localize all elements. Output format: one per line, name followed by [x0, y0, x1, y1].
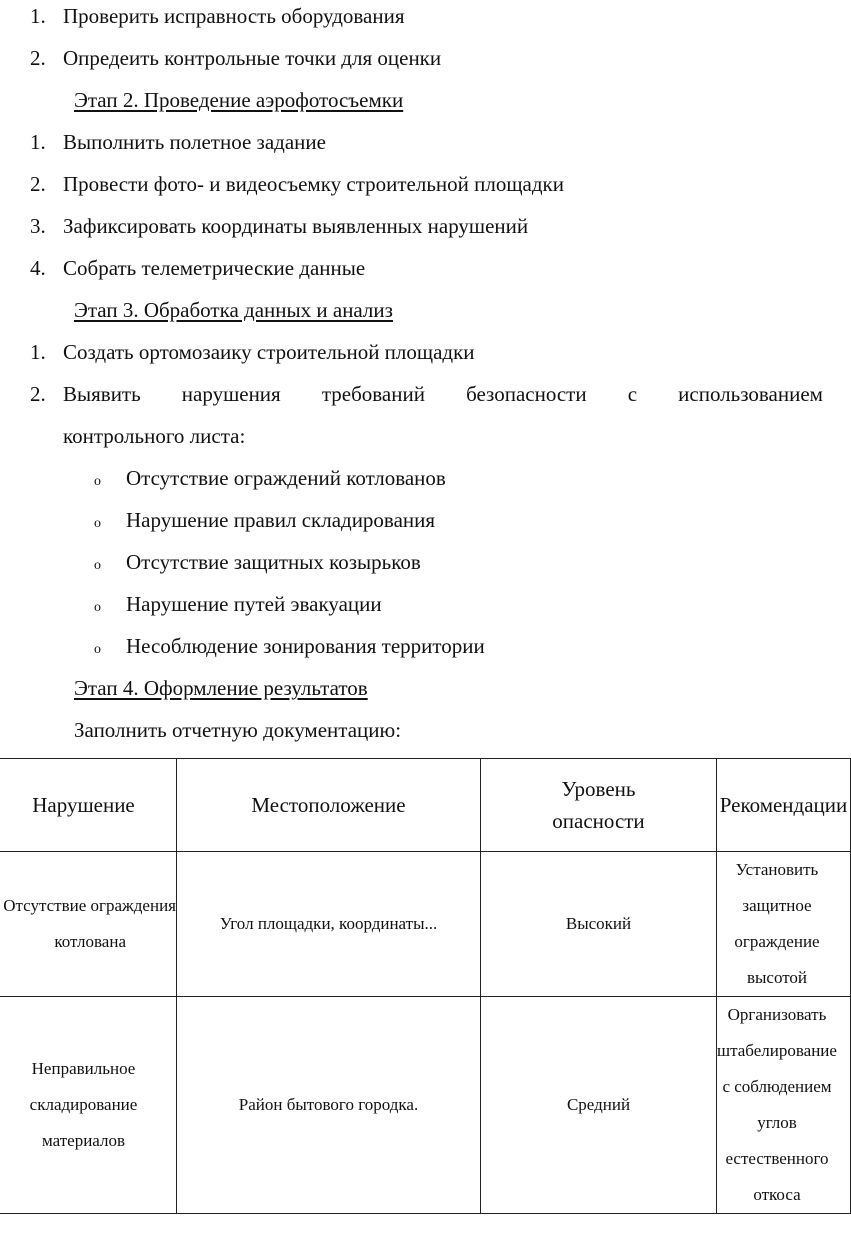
bullet-icon: o	[94, 474, 101, 489]
table-row	[0, 997, 851, 1214]
cell-violation: Отсутствие ограждения котлована	[0, 852, 177, 997]
cell-location: Район бытового городка.	[177, 997, 481, 1214]
bullet-icon: o	[94, 642, 101, 657]
stage-4-heading: Этап 4. Оформление результатов	[74, 676, 368, 700]
cell-recommendation: Установить защитное ограждение высотой	[717, 852, 851, 997]
header-danger-level: Уровень опасности	[481, 759, 717, 852]
header-recommendation: Рекомендации	[717, 759, 851, 852]
stage-4-text: Заполнить отчетную документацию:	[74, 718, 402, 742]
header-violation: Нарушение	[0, 759, 177, 852]
cell-danger: Высокий	[481, 852, 717, 997]
table-row	[0, 852, 851, 997]
stage-2-heading: Этап 2. Проведение аэрофотосъемки	[74, 88, 404, 112]
header-location: Местоположение	[177, 759, 481, 852]
justified-text: Выявить нарушения требований безопасности с использованием	[63, 382, 823, 406]
cell-location: Угол площадки, координаты...	[177, 852, 481, 997]
stage-3-heading: Этап 3. Обработка данных и анализ	[74, 298, 393, 322]
bullet-icon: o	[94, 600, 101, 615]
table-header-row	[0, 759, 851, 852]
cell-violation: Неправильное складирование материалов	[0, 997, 177, 1214]
report-table	[0, 758, 851, 1214]
cell-recommendation: Организовать штабелирование с соблюдением углов естественного откоса	[717, 997, 851, 1214]
cell-danger: Средний	[481, 997, 717, 1214]
bullet-icon: o	[94, 558, 101, 573]
bullet-icon: o	[94, 516, 101, 531]
